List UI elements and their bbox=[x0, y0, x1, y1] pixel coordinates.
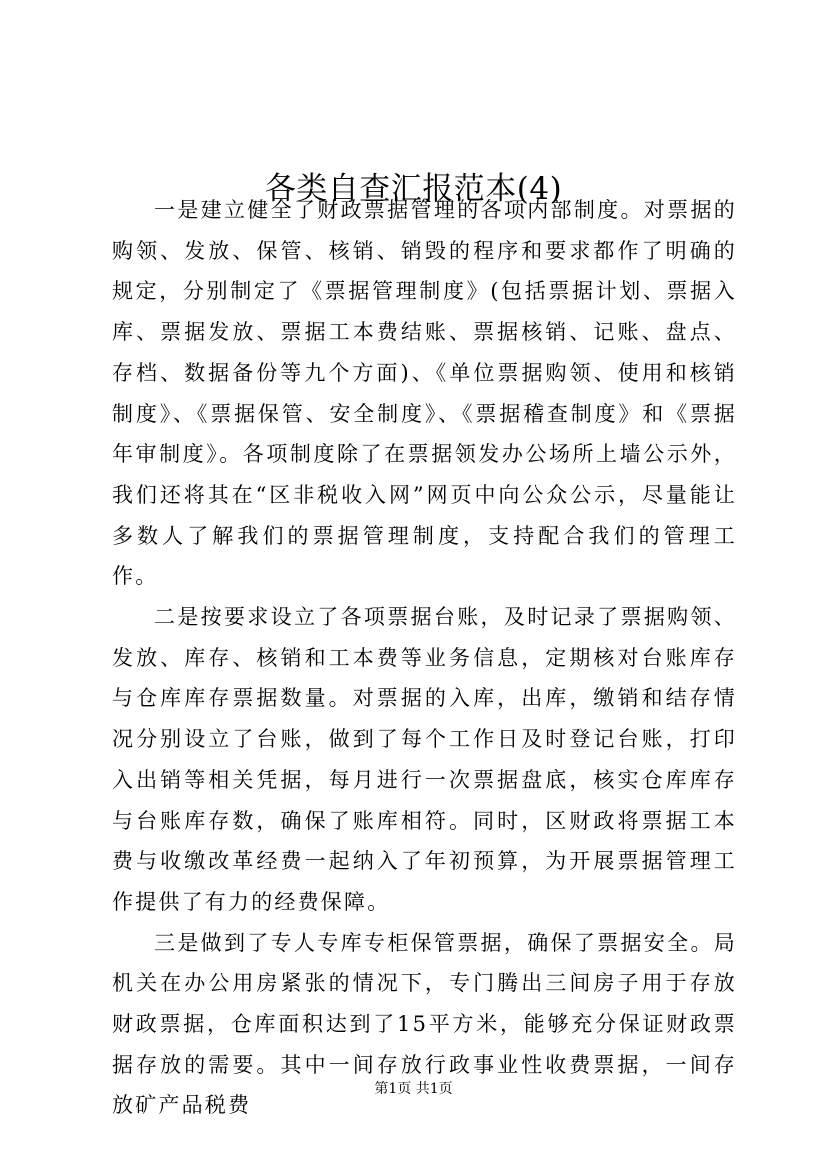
document-body bbox=[112, 190, 737, 1126]
paragraph-1: 一是建立健全了财政票据管理的各项内部制度。对票据的购领、发放、保管、核销、销毁的程序和要求都作了明确的规定，分别制定了《票据管理制度》(包括票据计划、票据入库、票据发放、票据工本费结账、票据核销、记账、盘点、存档、数据备份等九个方面)、《单位票据购领、使用和核销制度》、《票据保管、安全制度》、《票据稽查制度》和《票据年审制度》。各项制度除了在票据领发办公场所上墙公示外，我们还将其在“区非税收入网”网页中向公众公示，尽量能让多数人了解我们的票据管理制度，支持配合我们的管理工作。 bbox=[112, 198, 737, 589]
paragraph-2: 二是按要求设立了各项票据台账，及时记录了票据购领、发放、库存、核销和工本费等业务信息，定期核对台账库存与仓库库存票据数量。对票据的入库，出库，缴销和结存情况分别设立了台账，做到了每个工作日及时登记台账，打印入出销等相关凭据，每月进行一次票据盘底，核实仓库库存与台账库存数，确保了账库相符。同时，区财政将票据工本费与收缴改革经费一起纳入了年初预算，为开展票据管理工作提供了有力的经费保障。 bbox=[112, 605, 737, 914]
page-footer: 第1页 共1页 bbox=[374, 1081, 453, 1097]
document-title: 各类自查汇报范本(4) bbox=[264, 170, 563, 207]
paragraph-3: 三是做到了专人专库专柜保管票据，确保了票据安全。局机关在办公用房紧张的情况下，专门腾出三间房子用于存放财政票据，仓库面积达到了15平方米，能够充分保证财政票据存放的需要。其中一间存放行政事业性收费票据，一间存放矿产品税费 bbox=[112, 930, 737, 1118]
